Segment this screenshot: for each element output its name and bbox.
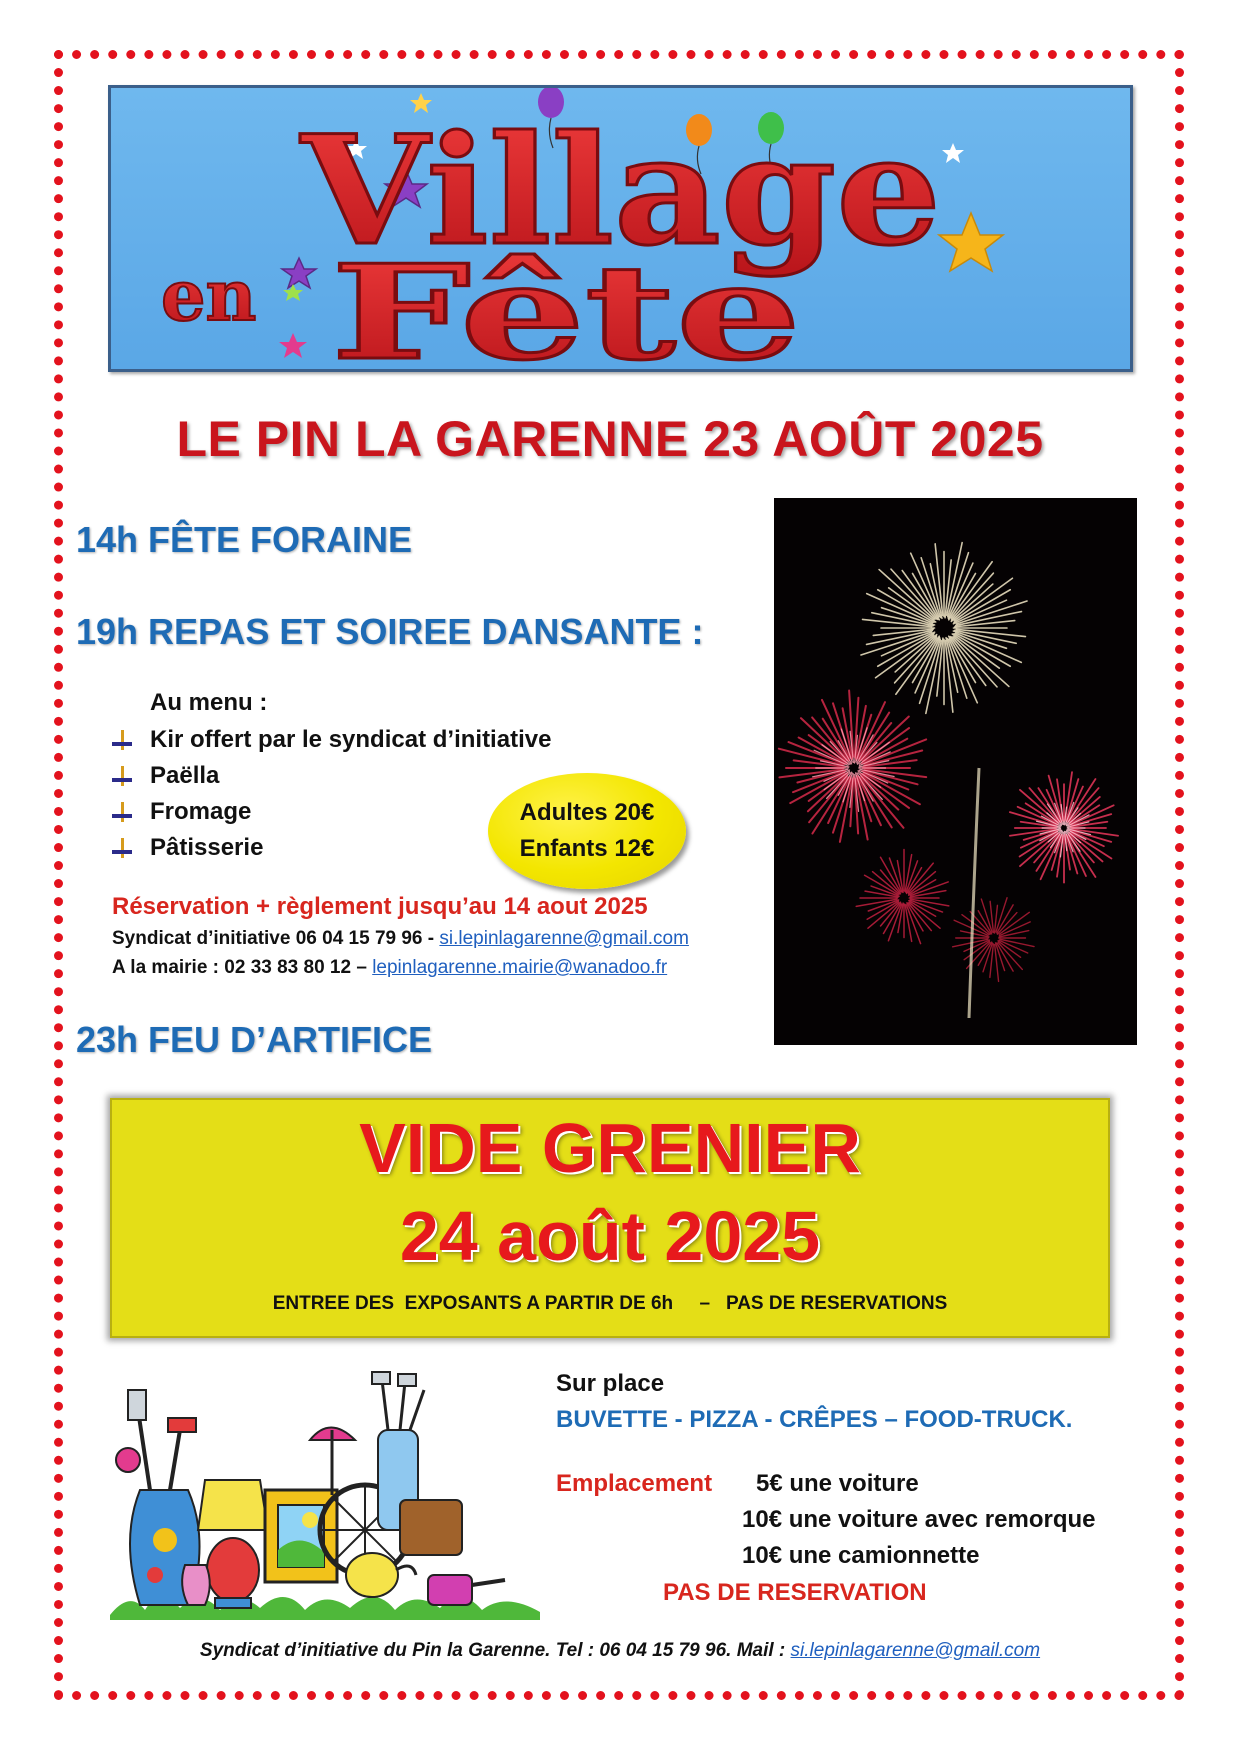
emplacement-label: Emplacement (556, 1470, 713, 1497)
email-link[interactable]: si.lepinlagarenne@gmail.com (439, 928, 689, 949)
teapot-icon (346, 1553, 398, 1597)
banner-line2b: Fête (331, 236, 801, 369)
price-adults: Adultes 20€ (519, 799, 655, 826)
vide-grenier-box (110, 1098, 1110, 1338)
schedule-repas: 19h REPAS ET SOIREE DANSANTE : (76, 611, 704, 652)
contact-syndicat: Syndicat d’initiative 06 04 15 79 96 - si.lepinlagarenne@gmail.com (112, 928, 689, 949)
star-icon (939, 213, 1003, 271)
banner-line2a: en (161, 254, 257, 337)
cross-bullet-icon (112, 730, 132, 750)
firework-burst (861, 543, 1027, 714)
menu-item: Fromage (112, 794, 551, 830)
vide-grenier-title: VIDE GRENIER (359, 1109, 861, 1187)
firework-burst (1010, 772, 1118, 882)
firework-burst (856, 850, 949, 944)
fireworks-photo (774, 498, 1137, 1045)
price-bubble (488, 773, 686, 889)
firework-trail (969, 768, 979, 1018)
footer-contact: Syndicat d’initiative du Pin la Garenne. Tel : 06 04 15 79 96. Mail : si.lepinlagarenne@gmail.com (199, 1640, 1041, 1661)
pot-icon (428, 1575, 472, 1605)
vide-grenier-subtitle: ENTREE DES EXPOSANTS A PARTIR DE 6h – PAS DE RESERVATIONS (272, 1293, 948, 1314)
pas-de-reservation: PAS DE RESERVATION (663, 1579, 927, 1606)
star-icon (279, 333, 307, 358)
emplacement-price-3: 10€ une camionnette (742, 1542, 980, 1569)
cross-bullet-icon (112, 802, 132, 822)
sur-place-items: BUVETTE - PIZZA - CRÊPES – FOOD-TRUCK. (556, 1406, 1073, 1433)
banner-line1: Village (299, 103, 941, 279)
schedule-feu-artifice: 23h FEU D’ARTIFICE (76, 1019, 433, 1060)
emplacement-price-1: 5€ une voiture (756, 1470, 919, 1497)
vide-grenier-date: 24 août 2025 (399, 1197, 821, 1275)
suitcase-icon (400, 1500, 462, 1555)
email-link[interactable]: si.lepinlagarenne@gmail.com (790, 1640, 1041, 1661)
contact-mairie: A la mairie : 02 33 83 80 12 – lepinlagarenne.mairie@wanadoo.fr (112, 957, 668, 978)
menu-item: Kir offert par le syndicat d’initiative (112, 722, 551, 758)
sur-place-label: Sur place (556, 1370, 665, 1397)
banner-artwork (111, 88, 1130, 369)
menu-title: Au menu : (150, 689, 268, 716)
village-en-fete-banner (108, 85, 1133, 372)
firework-burst (953, 898, 1034, 982)
event-headline: LE PIN LA GARENNE 23 AOÛT 2025 (176, 411, 1044, 467)
firework-burst (779, 691, 926, 842)
emplacement-price-2: 10€ une voiture avec remorque (742, 1506, 1096, 1533)
star-icon (283, 284, 303, 301)
cross-bullet-icon (112, 838, 132, 858)
menu-list (112, 722, 551, 866)
brocante-illustration (110, 1370, 540, 1620)
menu-item: Pâtisserie (112, 830, 551, 866)
menu-item: Paëlla (112, 758, 551, 794)
lamp-icon (198, 1480, 268, 1530)
schedule-fete-foraine: 14h FÊTE FORAINE (76, 519, 413, 560)
reservation-deadline: Réservation + règlement jusqu’au 14 aout 2025 (112, 893, 648, 920)
price-children: Enfants 12€ (519, 835, 655, 862)
cross-bullet-icon (112, 766, 132, 786)
star-icon (942, 143, 964, 163)
email-link[interactable]: lepinlagarenne.mairie@wanadoo.fr (372, 957, 668, 978)
